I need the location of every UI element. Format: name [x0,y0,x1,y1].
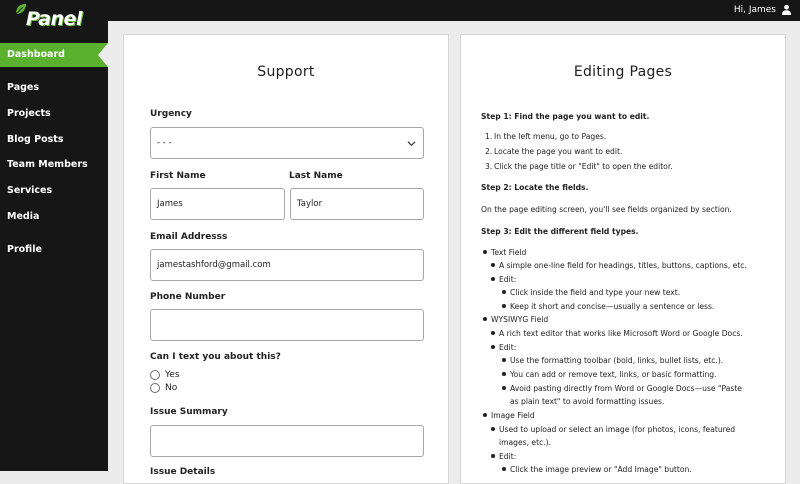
editing-guide-panel [460,34,786,484]
chevron-down-icon [407,139,416,148]
bullet [491,345,495,349]
list-item: WYSIWYG Field [483,315,548,324]
list-item: Click the image preview or "Add Image" button. [502,465,692,474]
bullet [491,427,495,431]
urgency-label: Urgency [150,109,192,119]
list-item: Used to upload or select an image (for photos, icons, featured [491,425,735,434]
list-item-continuation: as plain text" to avoid formatting issues. [510,397,665,406]
bullet [491,277,495,281]
list-item: Edit: [491,275,516,284]
phone-field[interactable] [150,309,424,341]
text-permission-question: Can I text you about this? [150,352,281,362]
list-item: Image Field [483,411,535,420]
list-item: Edit: [491,452,516,461]
list-number: 3. [485,162,493,171]
bullet [491,454,495,458]
list-item: Click inside the field and type your new text. [502,288,680,297]
bullet [502,290,506,294]
radio-no[interactable] [150,383,177,393]
sidebar-item-pages[interactable] [0,76,108,100]
radio-yes[interactable] [150,370,180,380]
bullet [502,358,506,362]
sidebar-item-label: Team Members [7,159,88,170]
email-label: Email Addresss [150,232,228,242]
list-item: You can add or remove text, links, or basic formatting. [502,370,717,379]
user-menu[interactable] [734,4,792,15]
list-item: Text Field [483,248,526,257]
email-value: jamestashford@gmail.com [157,260,271,270]
user-icon [781,4,792,15]
bullet [483,317,487,321]
sidebar-item-team-members[interactable] [0,153,108,177]
list-item: A rich text editor that works like Microsoft Word or Google Docs. [491,329,743,338]
step-3-heading: Step 3: Edit the different field types. [481,227,639,236]
bullet [502,372,506,376]
sidebar-item-label: Blog Posts [7,134,64,145]
sidebar-item-label: Pages [7,82,40,93]
first-name-field[interactable] [150,188,285,220]
urgency-select[interactable] [150,127,424,159]
active-indicator [98,43,108,67]
bullet [491,331,495,335]
sidebar-item-services[interactable] [0,179,108,203]
last-name-value: Taylor [297,199,323,209]
sidebar-item-media[interactable] [0,205,108,229]
support-title: Support [257,64,315,80]
phone-label: Phone Number [150,292,226,302]
bullet [491,263,495,267]
radio-no-label: No [165,383,178,393]
issue-details-label: Issue Details [150,467,216,477]
logo-text: Panel [26,8,82,30]
list-item: Keep it short and concise—usually a sentence or less. [502,302,714,311]
sidebar-item-projects[interactable] [0,102,108,126]
sidebar-item-label: Media [7,211,40,222]
list-number: 1. [485,132,493,141]
email-field[interactable] [150,249,424,281]
sidebar-item-blog-posts[interactable] [0,128,108,152]
sidebar-item-label: Profile [7,244,42,255]
list-item: Use the formatting toolbar (bold, links, bullet lists, etc.). [502,356,723,365]
sidebar-item-label: Dashboard [7,49,65,60]
first-name-value: James [157,199,183,209]
sidebar-item-label: Projects [7,108,51,119]
issue-summary-field[interactable] [150,425,424,457]
bullet [502,304,506,308]
list-item: 1. In the left menu, go to Pages. [485,132,607,141]
app-logo[interactable] [14,2,82,34]
step-1-heading: Step 1: Find the page you want to edit. [481,112,650,121]
list-item: 3. Click the page title or "Edit" to open the editor. [485,162,673,171]
bullet [502,467,506,471]
radio-yes-label: Yes [165,370,180,380]
step-2-text: On the page editing screen, you'll see fields organized by section. [481,205,732,214]
first-name-label: First Name [150,171,206,181]
bullet [502,386,506,390]
bullet [483,413,487,417]
last-name-field[interactable] [290,188,424,220]
list-item: Edit: [491,343,516,352]
support-panel [123,34,449,484]
list-item: Avoid pasting directly from Word or Google Docs—use "Paste [502,384,742,393]
sidebar [0,21,108,471]
issue-summary-label: Issue Summary [150,407,228,417]
sidebar-item-dashboard[interactable] [0,43,108,67]
urgency-value: - - - [157,138,172,148]
user-greeting: Hi, James [733,4,776,15]
step-2-heading: Step 2: Locate the fields. [481,183,589,192]
list-item: A simple one-line field for headings, titles, buttons, captions, etc. [491,261,747,270]
last-name-label: Last Name [289,171,343,181]
list-item: 2. Locate the page you want to edit. [485,147,623,156]
bullet [483,250,487,254]
list-number: 2. [485,147,493,156]
editing-title: Editing Pages [573,64,673,80]
sidebar-item-label: Services [7,185,53,196]
radio-button[interactable] [150,370,160,380]
top-bar [0,0,800,21]
radio-button[interactable] [150,383,160,393]
list-item-continuation: images, etc.). [499,438,552,447]
sidebar-item-profile[interactable] [0,238,108,262]
